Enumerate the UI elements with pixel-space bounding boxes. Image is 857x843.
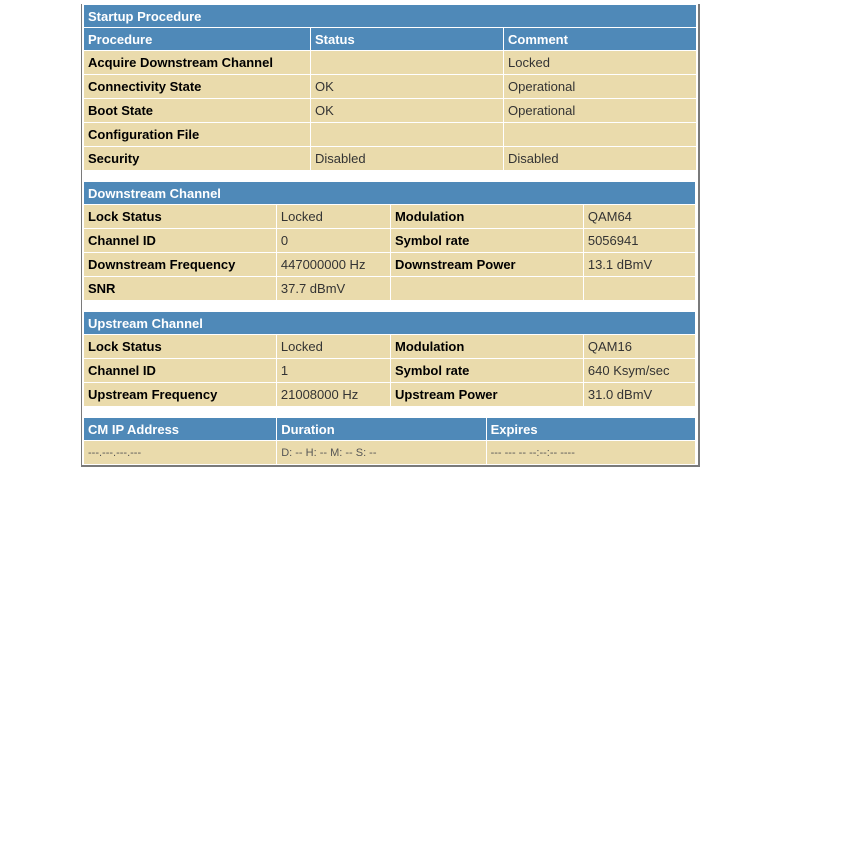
column-header-procedure: Procedure <box>84 28 310 50</box>
procedure-name: Boot State <box>84 99 310 122</box>
upstream-symbol-rate-label: Symbol rate <box>391 359 583 382</box>
table-row <box>84 99 696 122</box>
upstream-power-value: 31.0 dBmV <box>584 383 695 406</box>
downstream-lock-status-value: Locked <box>277 205 390 228</box>
downstream-lock-status-label: Lock Status <box>84 205 276 228</box>
status-panel <box>81 4 700 467</box>
startup-procedure-title: Startup Procedure <box>84 5 696 27</box>
table-row <box>84 147 696 170</box>
downstream-symbol-rate-label: Symbol rate <box>391 229 583 252</box>
duration-value: D: -- H: -- M: -- S: -- <box>277 441 485 464</box>
section-spacer <box>84 407 698 417</box>
table-row <box>84 277 695 300</box>
downstream-modulation-value: QAM64 <box>584 205 695 228</box>
startup-procedure-table <box>83 4 697 171</box>
downstream-channel-id-value: 0 <box>277 229 390 252</box>
section-spacer <box>84 301 698 311</box>
downstream-channel-id-label: Channel ID <box>84 229 276 252</box>
upstream-channel-id-value: 1 <box>277 359 390 382</box>
column-header-comment: Comment <box>504 28 696 50</box>
procedure-comment: Operational <box>504 99 696 122</box>
table-row <box>84 253 695 276</box>
upstream-channel-id-label: Channel ID <box>84 359 276 382</box>
downstream-snr-value: 37.7 dBmV <box>277 277 390 300</box>
procedure-status: OK <box>311 99 503 122</box>
procedure-status <box>311 123 503 146</box>
downstream-channel-title: Downstream Channel <box>84 182 695 204</box>
procedure-comment <box>504 123 696 146</box>
upstream-lock-status-value: Locked <box>277 335 390 358</box>
upstream-frequency-label: Upstream Frequency <box>84 383 276 406</box>
table-row <box>84 75 696 98</box>
procedure-status: Disabled <box>311 147 503 170</box>
column-header-duration: Duration <box>277 418 485 440</box>
procedure-name: Acquire Downstream Channel <box>84 51 310 74</box>
procedure-name: Security <box>84 147 310 170</box>
table-row <box>84 359 695 382</box>
procedure-name: Connectivity State <box>84 75 310 98</box>
downstream-symbol-rate-value: 5056941 <box>584 229 695 252</box>
upstream-frequency-value: 21008000 Hz <box>277 383 390 406</box>
cm-ip-address-value: ---.---.---.--- <box>84 441 276 464</box>
downstream-power-label: Downstream Power <box>391 253 583 276</box>
upstream-modulation-label: Modulation <box>391 335 583 358</box>
procedure-name: Configuration File <box>84 123 310 146</box>
upstream-symbol-rate-value: 640 Ksym/sec <box>584 359 695 382</box>
table-row <box>84 205 695 228</box>
procedure-comment: Operational <box>504 75 696 98</box>
upstream-channel-table <box>83 311 696 407</box>
table-row <box>84 229 695 252</box>
downstream-frequency-label: Downstream Frequency <box>84 253 276 276</box>
column-header-expires: Expires <box>487 418 695 440</box>
upstream-power-label: Upstream Power <box>391 383 583 406</box>
column-header-status: Status <box>311 28 503 50</box>
downstream-snr-label: SNR <box>84 277 276 300</box>
downstream-channel-table <box>83 181 696 301</box>
downstream-power-value: 13.1 dBmV <box>584 253 695 276</box>
column-header-cm-ip-address: CM IP Address <box>84 418 276 440</box>
procedure-status: OK <box>311 75 503 98</box>
procedure-comment: Locked <box>504 51 696 74</box>
downstream-modulation-label: Modulation <box>391 205 583 228</box>
table-row <box>84 441 695 464</box>
downstream-frequency-value: 447000000 Hz <box>277 253 390 276</box>
procedure-status <box>311 51 503 74</box>
expires-value: --- --- -- --:--:-- ---- <box>487 441 695 464</box>
upstream-modulation-value: QAM16 <box>584 335 695 358</box>
empty-cell <box>391 277 583 300</box>
upstream-lock-status-label: Lock Status <box>84 335 276 358</box>
upstream-channel-title: Upstream Channel <box>84 312 695 334</box>
table-row <box>84 383 695 406</box>
cm-ip-table <box>83 417 696 465</box>
table-row <box>84 123 696 146</box>
section-spacer <box>84 171 698 181</box>
table-row <box>84 51 696 74</box>
procedure-comment: Disabled <box>504 147 696 170</box>
table-row <box>84 335 695 358</box>
empty-cell <box>584 277 695 300</box>
